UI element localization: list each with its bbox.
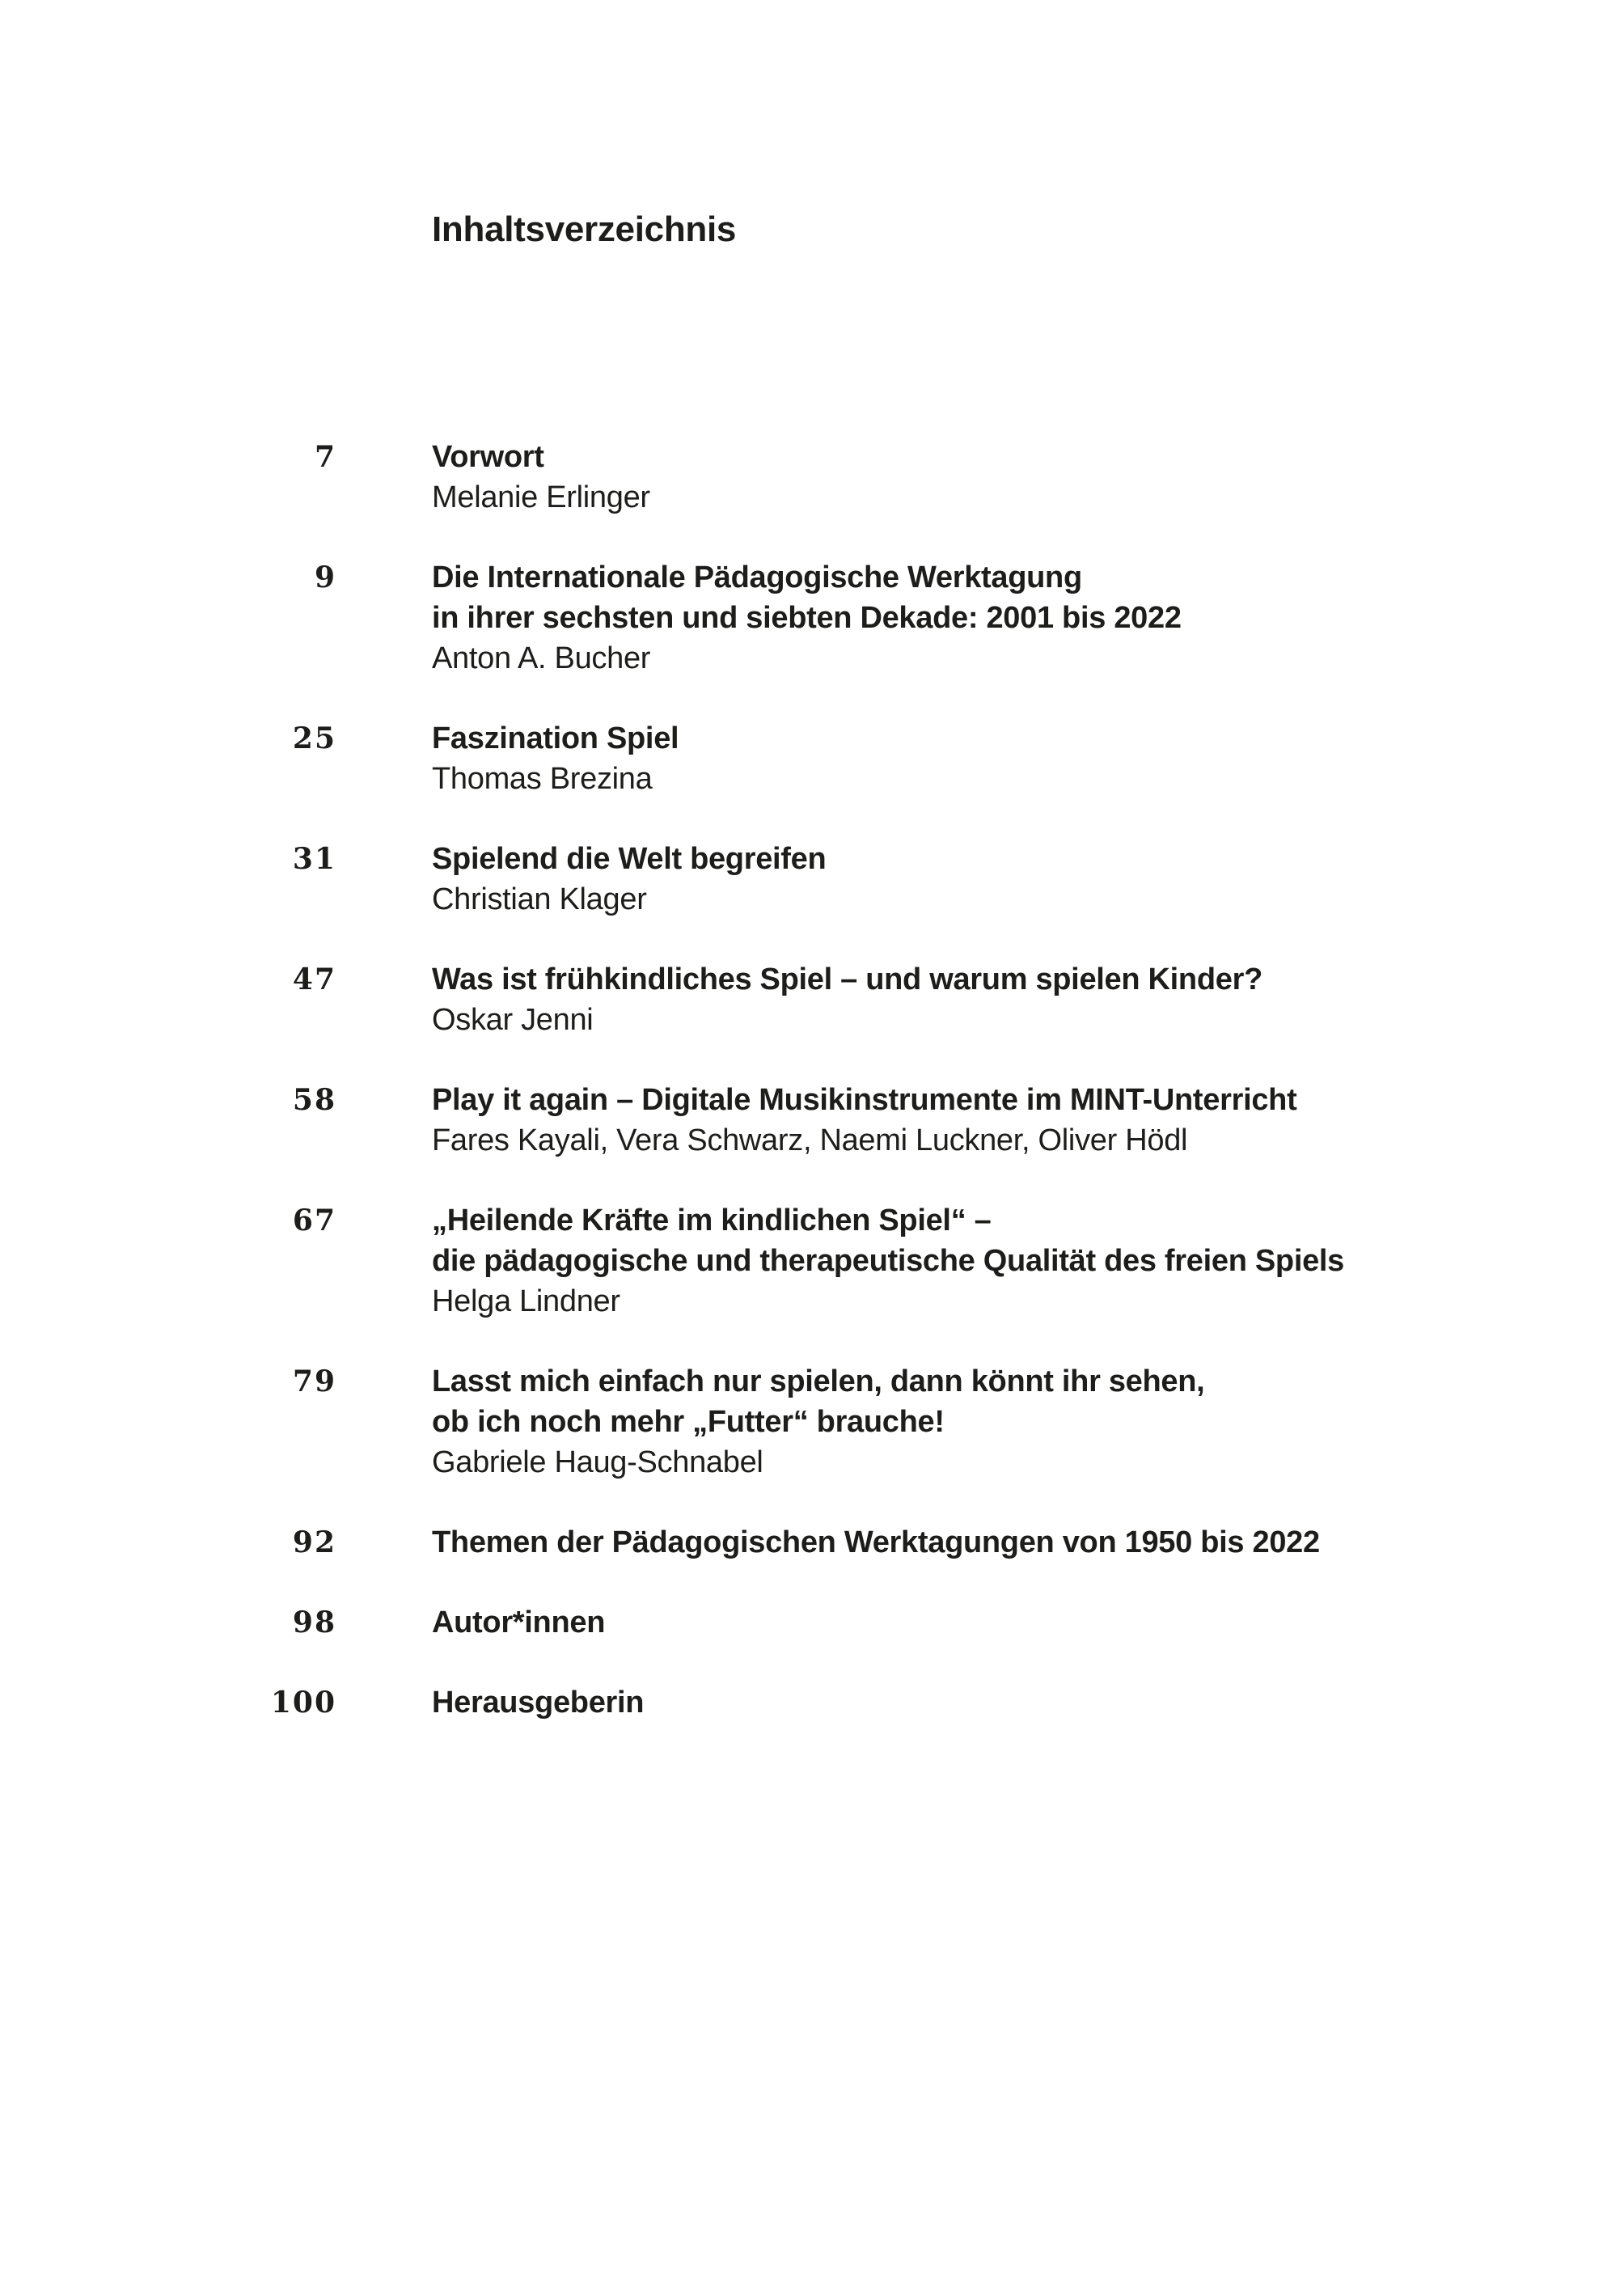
toc-title-line: „Heilende Kräfte im kindlichen Spiel“ – bbox=[432, 1204, 992, 1237]
toc-entry-author: Christian Klager bbox=[432, 882, 647, 916]
toc-entry-title bbox=[432, 1361, 1483, 1442]
toc-entry bbox=[0, 1522, 1624, 1563]
toc-entry-body bbox=[432, 437, 1483, 518]
toc-title-line: Faszination Spiel bbox=[432, 721, 679, 755]
toc-entry-title bbox=[432, 1200, 1483, 1281]
toc-page-number: 67 bbox=[292, 1204, 336, 1237]
toc-page-number: 100 bbox=[270, 1686, 336, 1720]
toc-entry bbox=[0, 718, 1624, 799]
toc-entry-body bbox=[432, 1522, 1483, 1563]
toc-title-line: in ihrer sechsten und siebten Dekade: 2001 bis 2022 bbox=[432, 601, 1182, 635]
toc-title-line: Herausgeberin bbox=[432, 1686, 645, 1720]
toc-page-number: 25 bbox=[292, 721, 336, 755]
toc-title-line: Vorwort bbox=[432, 440, 544, 474]
toc-title-line: Themen der Pädagogischen Werktagungen von 1950 bis 2022 bbox=[432, 1525, 1320, 1559]
toc-page-number: 79 bbox=[292, 1364, 336, 1398]
toc-entry bbox=[0, 839, 1624, 920]
toc-entry-title bbox=[432, 959, 1483, 1000]
toc-entry-author: Thomas Brezina bbox=[432, 762, 653, 796]
toc-title-line: Spielend die Welt begreifen bbox=[432, 842, 827, 876]
toc-entry-body bbox=[432, 1361, 1483, 1483]
toc-entry-author: Melanie Erlinger bbox=[432, 480, 650, 514]
toc-entry bbox=[0, 1080, 1624, 1161]
toc-page-number: 9 bbox=[314, 561, 336, 594]
toc-entry-body bbox=[432, 1602, 1483, 1643]
toc-title-line: Play it again – Digitale Musikinstrumente im MINT-Unterricht bbox=[432, 1083, 1297, 1117]
toc-entry-author: Helga Lindner bbox=[432, 1284, 620, 1318]
toc-entry bbox=[0, 557, 1624, 679]
toc-entry-title bbox=[432, 718, 1483, 759]
toc-page-number: 58 bbox=[292, 1083, 336, 1117]
toc-entry bbox=[0, 437, 1624, 518]
toc-entry-body bbox=[432, 1682, 1483, 1723]
toc-page-number: 31 bbox=[292, 842, 336, 876]
toc-entry-title bbox=[432, 437, 1483, 477]
toc-entry-body bbox=[432, 557, 1483, 679]
toc-entry-author: Oskar Jenni bbox=[432, 1003, 594, 1037]
toc-page-number: 92 bbox=[292, 1525, 336, 1559]
toc-title-line: Was ist frühkindliches Spiel – und warum spielen Kinder? bbox=[432, 962, 1262, 996]
toc-entry-body bbox=[432, 839, 1483, 920]
toc-page-number: 47 bbox=[292, 962, 336, 996]
toc-entry bbox=[0, 1200, 1624, 1322]
toc-entry-title bbox=[432, 1682, 1483, 1723]
toc-title-line: Die Internationale Pädagogische Werktagung bbox=[432, 561, 1082, 594]
toc-entry bbox=[0, 1682, 1624, 1723]
toc-entry-title bbox=[432, 557, 1483, 638]
toc-entry-title bbox=[432, 1522, 1483, 1563]
toc-entry bbox=[0, 1602, 1624, 1643]
toc-entry-body bbox=[432, 959, 1483, 1040]
toc-entry bbox=[0, 959, 1624, 1040]
toc-page-number: 98 bbox=[292, 1606, 336, 1639]
toc-entry-title bbox=[432, 1080, 1483, 1120]
toc-entry-body bbox=[432, 1080, 1483, 1161]
toc-title-line: Autor*innen bbox=[432, 1606, 606, 1639]
toc-entry-author: Gabriele Haug-Schnabel bbox=[432, 1445, 763, 1479]
page-title: Inhaltsverzeichnis bbox=[432, 209, 737, 249]
toc-title-line: die pädagogische und therapeutische Qualität des freien Spiels bbox=[432, 1244, 1345, 1278]
toc-entry-title bbox=[432, 839, 1483, 879]
toc-title-line: Lasst mich einfach nur spielen, dann könnt ihr sehen, bbox=[432, 1364, 1205, 1398]
toc-entry bbox=[0, 1361, 1624, 1483]
toc-entry-author: Anton A. Bucher bbox=[432, 641, 651, 675]
toc-entry-author: Fares Kayali, Vera Schwarz, Naemi Luckner, Oliver Hödl bbox=[432, 1123, 1188, 1157]
toc-entry-title bbox=[432, 1602, 1483, 1643]
toc-entry-body bbox=[432, 718, 1483, 799]
table-of-contents bbox=[0, 437, 1624, 1762]
toc-title-line: ob ich noch mehr „Futter“ brauche! bbox=[432, 1405, 945, 1439]
toc-entry-body bbox=[432, 1200, 1483, 1322]
toc-page-number: 7 bbox=[314, 440, 336, 474]
